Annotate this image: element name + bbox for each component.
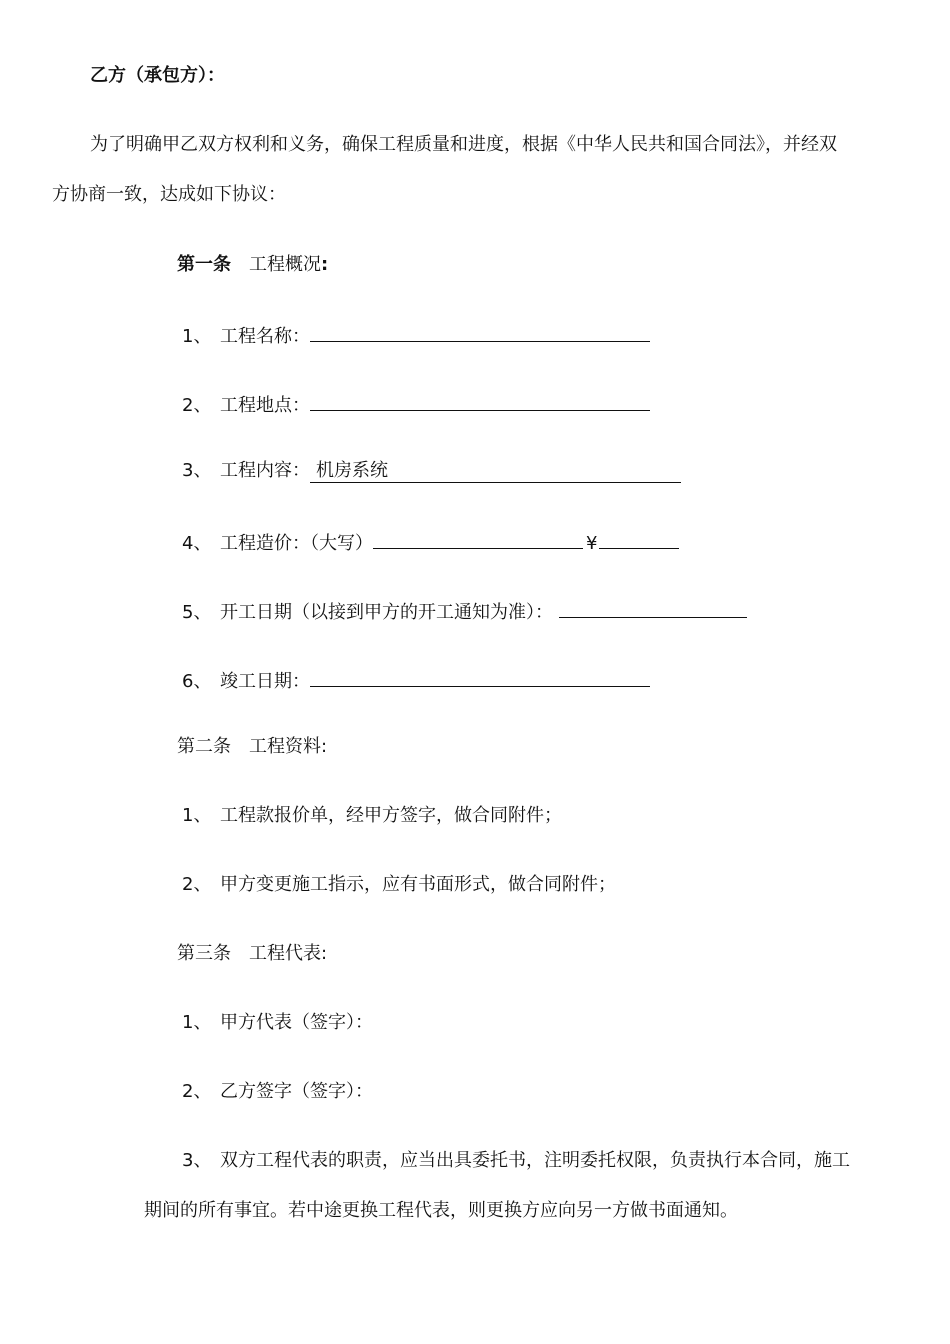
article-3-item-3 — [182, 1149, 850, 1173]
article-2-label: 第二条 — [177, 736, 231, 757]
article-3-item-2 — [182, 1080, 373, 1104]
project-name-blank[interactable] — [310, 321, 650, 342]
item-number: 2、 — [182, 1081, 212, 1102]
article-1-colon: : — [321, 254, 329, 275]
article-3-item-1 — [182, 1011, 373, 1035]
article-2-item-2 — [182, 873, 616, 897]
item-number: 4、 — [182, 533, 212, 554]
project-cost-words-blank[interactable] — [373, 528, 583, 549]
item-text: 工程内容： — [220, 460, 310, 481]
start-date-blank[interactable] — [559, 597, 747, 618]
item-text: 工程造价：（大写） — [220, 533, 373, 554]
item-number: 3、 — [182, 1150, 212, 1171]
article-2-heading — [177, 735, 327, 759]
item-number: 6、 — [182, 671, 212, 692]
item-number: 2、 — [182, 874, 212, 895]
article-1-label: 第一条 — [177, 254, 231, 275]
item-number: 5、 — [182, 602, 212, 623]
project-location-blank[interactable] — [310, 390, 650, 411]
article-1-title: 工程概况 — [249, 254, 321, 275]
item-number: 1、 — [182, 326, 212, 347]
item-text: 甲方代表（签字）： — [220, 1012, 373, 1033]
article-3-item-3-continuation: 期间的所有事宜。若中途更换工程代表，则更换方应向另一方做书面通知。 — [144, 1200, 738, 1221]
completion-date-blank[interactable] — [310, 666, 650, 687]
article-1-item-1 — [182, 321, 650, 349]
article-1-item-6 — [182, 666, 650, 694]
item-text: 开工日期（以接到甲方的开工通知为准）： — [220, 602, 553, 623]
article-3-label: 第三条 — [177, 943, 231, 964]
item-text: 工程名称： — [220, 326, 310, 347]
party-b-label: 乙方（承包方）： — [90, 65, 225, 86]
item-text: 乙方签字（签字）： — [220, 1081, 373, 1102]
item-number: 3、 — [182, 460, 212, 481]
article-2-item-1 — [182, 804, 562, 828]
yuan-sign: ¥ — [586, 533, 598, 554]
item-number: 2、 — [182, 395, 212, 416]
item-number: 1、 — [182, 805, 212, 826]
article-1-item-2 — [182, 390, 650, 418]
intro-line-1: 为了明确甲乙双方权利和义务，确保工程质量和进度，根据《中华人民共和国合同法》，并经双 — [90, 134, 837, 155]
item-number: 1、 — [182, 1012, 212, 1033]
item-text: 甲方变更施工指示，应有书面形式，做合同附件； — [220, 874, 616, 895]
project-cost-number-blank[interactable] — [599, 528, 679, 549]
article-1-heading — [177, 253, 328, 277]
article-3-title: 工程代表: — [249, 943, 328, 964]
article-2-title: 工程资料: — [249, 736, 328, 757]
intro-line-2: 方协商一致，达成如下协议： — [52, 184, 286, 205]
article-3-heading — [177, 942, 327, 966]
item-text: 工程地点： — [220, 395, 310, 416]
article-1-item-3 — [182, 459, 681, 483]
item-text: 工程款报价单，经甲方签字，做合同附件； — [220, 805, 562, 826]
project-content-field[interactable]: 机房系统 — [310, 460, 681, 483]
item-text: 竣工日期： — [220, 671, 310, 692]
article-1-item-5 — [182, 597, 747, 625]
item-text: 双方工程代表的职责，应当出具委托书，注明委托权限，负责执行本合同，施工 — [220, 1150, 850, 1171]
article-1-item-4 — [182, 528, 679, 556]
